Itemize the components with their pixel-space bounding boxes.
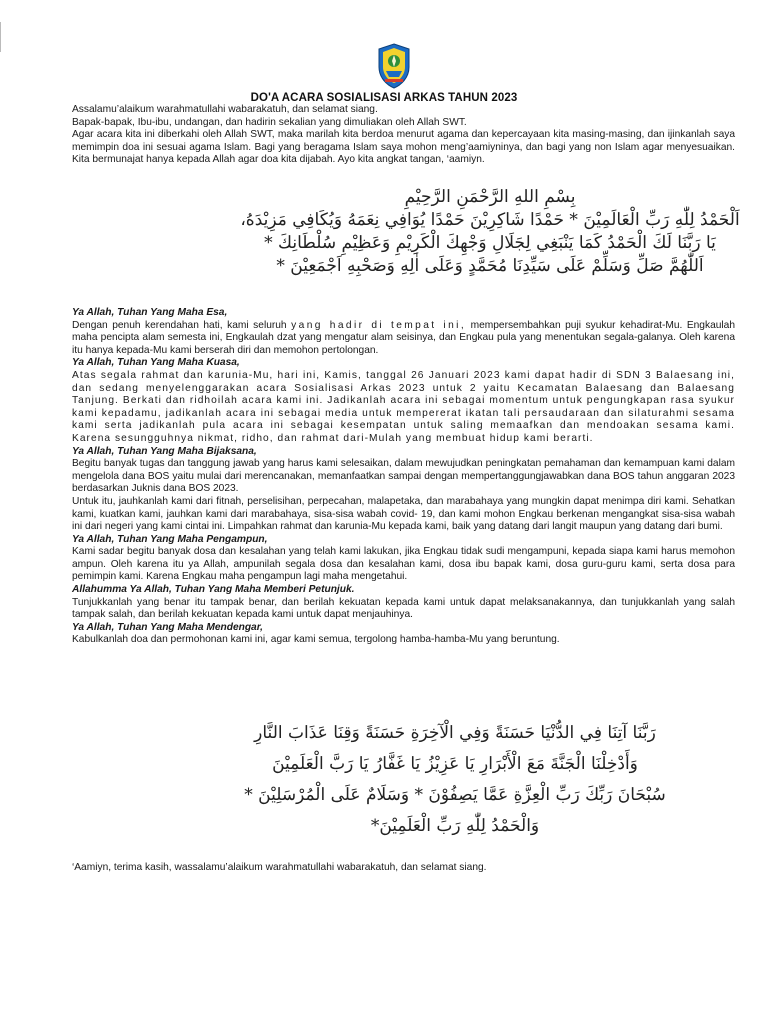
section-heading-maha-kuasa: Ya Allah, Tuhan Yang Maha Kuasa, — [72, 357, 240, 369]
section-text-maha-pengampun: Kami sadar begitu banyak dosa dan kesalahan yang telah kami lakukan, jika Engkau tidak sudi mengampuni, kepada siapa kami harus memohon ampun. Oleh karena itu ya Allah, ampunilah segala dosa dan kesalahan kami, dosa ibu bapak kami, dosa guru-guru kami, serta dosa para pemimpin kami. Karena Engkau maha pengampun lagi maha mengetahui. — [72, 546, 735, 583]
section-heading-maha-esa: Ya Allah, Tuhan Yang Maha Esa, — [72, 307, 228, 318]
section-text-maha-mendengar: Kabulkanlah doa dan permohonan kami ini, agar kami semua, tergolong hamba-hamba-Mu yang beruntung. — [72, 634, 560, 646]
regional-emblem-icon — [377, 43, 411, 89]
arabic-line: يَا رَبَّنَا لَكَ الْحَمْدُ كَمَا يَنْبَغِي لِجَلَالِ وَجْهِكَ الْكَرِيْمِ وَعَظِيْمِ سُلْطَانِكَ * — [264, 233, 716, 253]
arabic-line: سُبْحَانَ رَبِّكَ رَبِّ الْعِزَّةِ عَمَّا يَصِفُوْنَ * وَسَلَامٌ عَلَى الْمُرْسَلِيْنَ * — [244, 785, 666, 805]
section-text-maha-bijaksana-1: Begitu banyak tugas dan tanggung jawab yang harus kami selesaikan, dalam mewujudkan peningkatan pemahaman dan kemampuan kami dalam mengelola dana BOS yaitu mulai dari merencanakan, memanfaatkan sampai dengan mempertanggungjawabkan dana BOS tahun anggaran 2023 berdasarkan Juknis dana BOS 2023. — [72, 458, 735, 495]
arabic-line: وَأَدْخِلْنَا الْجَنَّةَ مَعَ الْأَبْرَارِ يَا عَزِيْزُ يَا غَفَّارُ يَا رَبَّ الْعَلَمِيْنَ — [272, 754, 638, 774]
arabic-line: اَلْحَمْدُ لِلّٰهِ رَبِّ الْعَالَمِيْنَ * حَمْدًا شَاكِرِيْنَ حَمْدًا يُوَافِي نِعَمَهُ وَيُكَافِي مَزِيْدَهُ، — [240, 210, 740, 230]
arabic-line: رَبَّنَا آتِنَا فِي الدُّنْيَا حَسَنَةً وَفِي الْآخِرَةِ حَسَنَةً وَقِنَا عَذَابَ النَّارِ — [254, 723, 656, 743]
arabic-line: بِسْمِ اللهِ الرَّحْمَنِ الرَّحِيْمِ — [404, 187, 576, 207]
arabic-opening-prayer — [200, 186, 768, 278]
text-run: Dengan penuh kerendahan hati, kami seluruh — [72, 319, 287, 331]
prayer-sections — [72, 307, 735, 647]
intro-section — [72, 104, 735, 167]
text-run: yang hadir di tempat ini, — [291, 319, 467, 331]
closing-greeting: ‘Aamiyn, terima kasih, wassalamu’alaikum warahmatullahi wabarakatuh, dan selamat siang. — [72, 862, 487, 873]
text-run: mempersembahkan puji syukur kehadirat-Mu. Engkaulah maha pencipta alam semesta ini, Engkaulah dzat yang mengatur alam seisinya, dan Engkau pula yang menentukan segala-galanya. Oleh karena itu hanya kepada-Mu kami berserah diri dan memohon pertolongan. — [72, 319, 735, 356]
intro-invitation: Agar acara kita ini diberkahi oleh Allah SWT, maka marilah kita berdoa menurut agama dan kepercayaan kita masing-masing, dan ijinkanlah saya memimpin doa ini sesuai agama Islam. Bagi yang beragama Islam saya mohon meng’aamiyninya, dan bagi yang non Islam agar menyesuaikan. Kita bermunajat hanya kepada Allah agar doa kita dijabah. Ayo kita angkat tangan, ‘aamiyn. — [72, 129, 735, 166]
document-title: DO'A ACARA SOSIALISASI ARKAS TAHUN 2023 — [250, 92, 518, 104]
section-text-maha-kuasa: Atas segala rahmat dan karunia-Mu, hari ini, Kamis, tanggal 26 Januari 2023 kami dapat hadir di SDN 3 Balaesang ini, dan sedang menyelenggarakan acara Sosialisasi Arkas 2023 untuk 2 yaitu Kecamatan Balaesang dan Balaesang Tanjung. Berkati dan ridhoilah acara kami ini. Jadikanlah acara ini sebagai momentum untuk pengungkapan rasa syukur kami kepadamu, jadikanlah acara ini sebagai media untuk mempererat ikatan tali persaudaraan dan silaturahmi sesama kami serta jadikanlah pula acara ini sebagai kesempatan untuk saling memaafkan dan mendoakan sesama kami. Karena sesungguhnya nikmat, ridho, dan rahmat dari-Mulah yang membuat hidup kami berarti. — [72, 369, 735, 444]
page-edge-mark — [0, 22, 1, 52]
section-text-maha-bijaksana-2: Untuk itu, jauhkanlah kami dari fitnah, perselisihan, perpecahan, malapetaka, dan marabahaya yang mungkin dapat menimpa diri kami. Sehatkan kami, kuatkan kami, jauhkan kami dari marabahaya, sisa-sisa wabah covid- 19, dan kami mohon Engkau berkenan mengangkat sisa-sisa wabah ini dari negeri yang kami cintai ini. Limpahkan rahmat dan karunia-Mu kepada kami, baik yang datang dari langit maupun yang datang dari bumi. — [72, 495, 735, 533]
section-text-maha-esa — [72, 320, 735, 358]
section-heading-maha-bijaksana: Ya Allah, Tuhan Yang Maha Bijaksana, — [72, 445, 257, 457]
intro-greeting: Assalamu’alaikum warahmatullahi wabarakatuh, dan selamat siang. — [72, 104, 378, 115]
section-heading-maha-mendengar: Ya Allah, Tuhan Yang Maha Mendengar, — [72, 621, 263, 633]
arabic-line: اَللّٰهُمَّ صَلِّ وَسَلِّمْ عَلَى سَيِّدِنَا مُحَمَّدٍ وَعَلَى اٰلِهِ وَصَحْبِهِ اَجْمَعِيْنَ * — [276, 256, 704, 276]
section-text-memberi-petunjuk: Tunjukkanlah yang benar itu tampak benar, dan berilah kekuatan kepada kami untuk dapat melaksanakannya, dan tunjukkanlah yang salah tampak salah, dan berilah kekuatan kepada kami untuk dapat menjauhinya. — [72, 596, 735, 621]
arabic-line: وَالْحَمْدُ لِلّٰهِ رَبِّ الْعَلَمِيْنَ* — [370, 816, 540, 836]
section-heading-maha-pengampun: Ya Allah, Tuhan Yang Maha Pengampun, — [72, 533, 268, 545]
intro-address: Bapak-bapak, Ibu-ibu, undangan, dan hadirin sekalian yang dimuliakan oleh Allah SWT. — [72, 116, 467, 128]
section-heading-memberi-petunjuk: Allahumma Ya Allah, Tuhan Yang Maha Memberi Petunjuk. — [72, 584, 355, 596]
arabic-closing-prayer — [195, 718, 715, 842]
